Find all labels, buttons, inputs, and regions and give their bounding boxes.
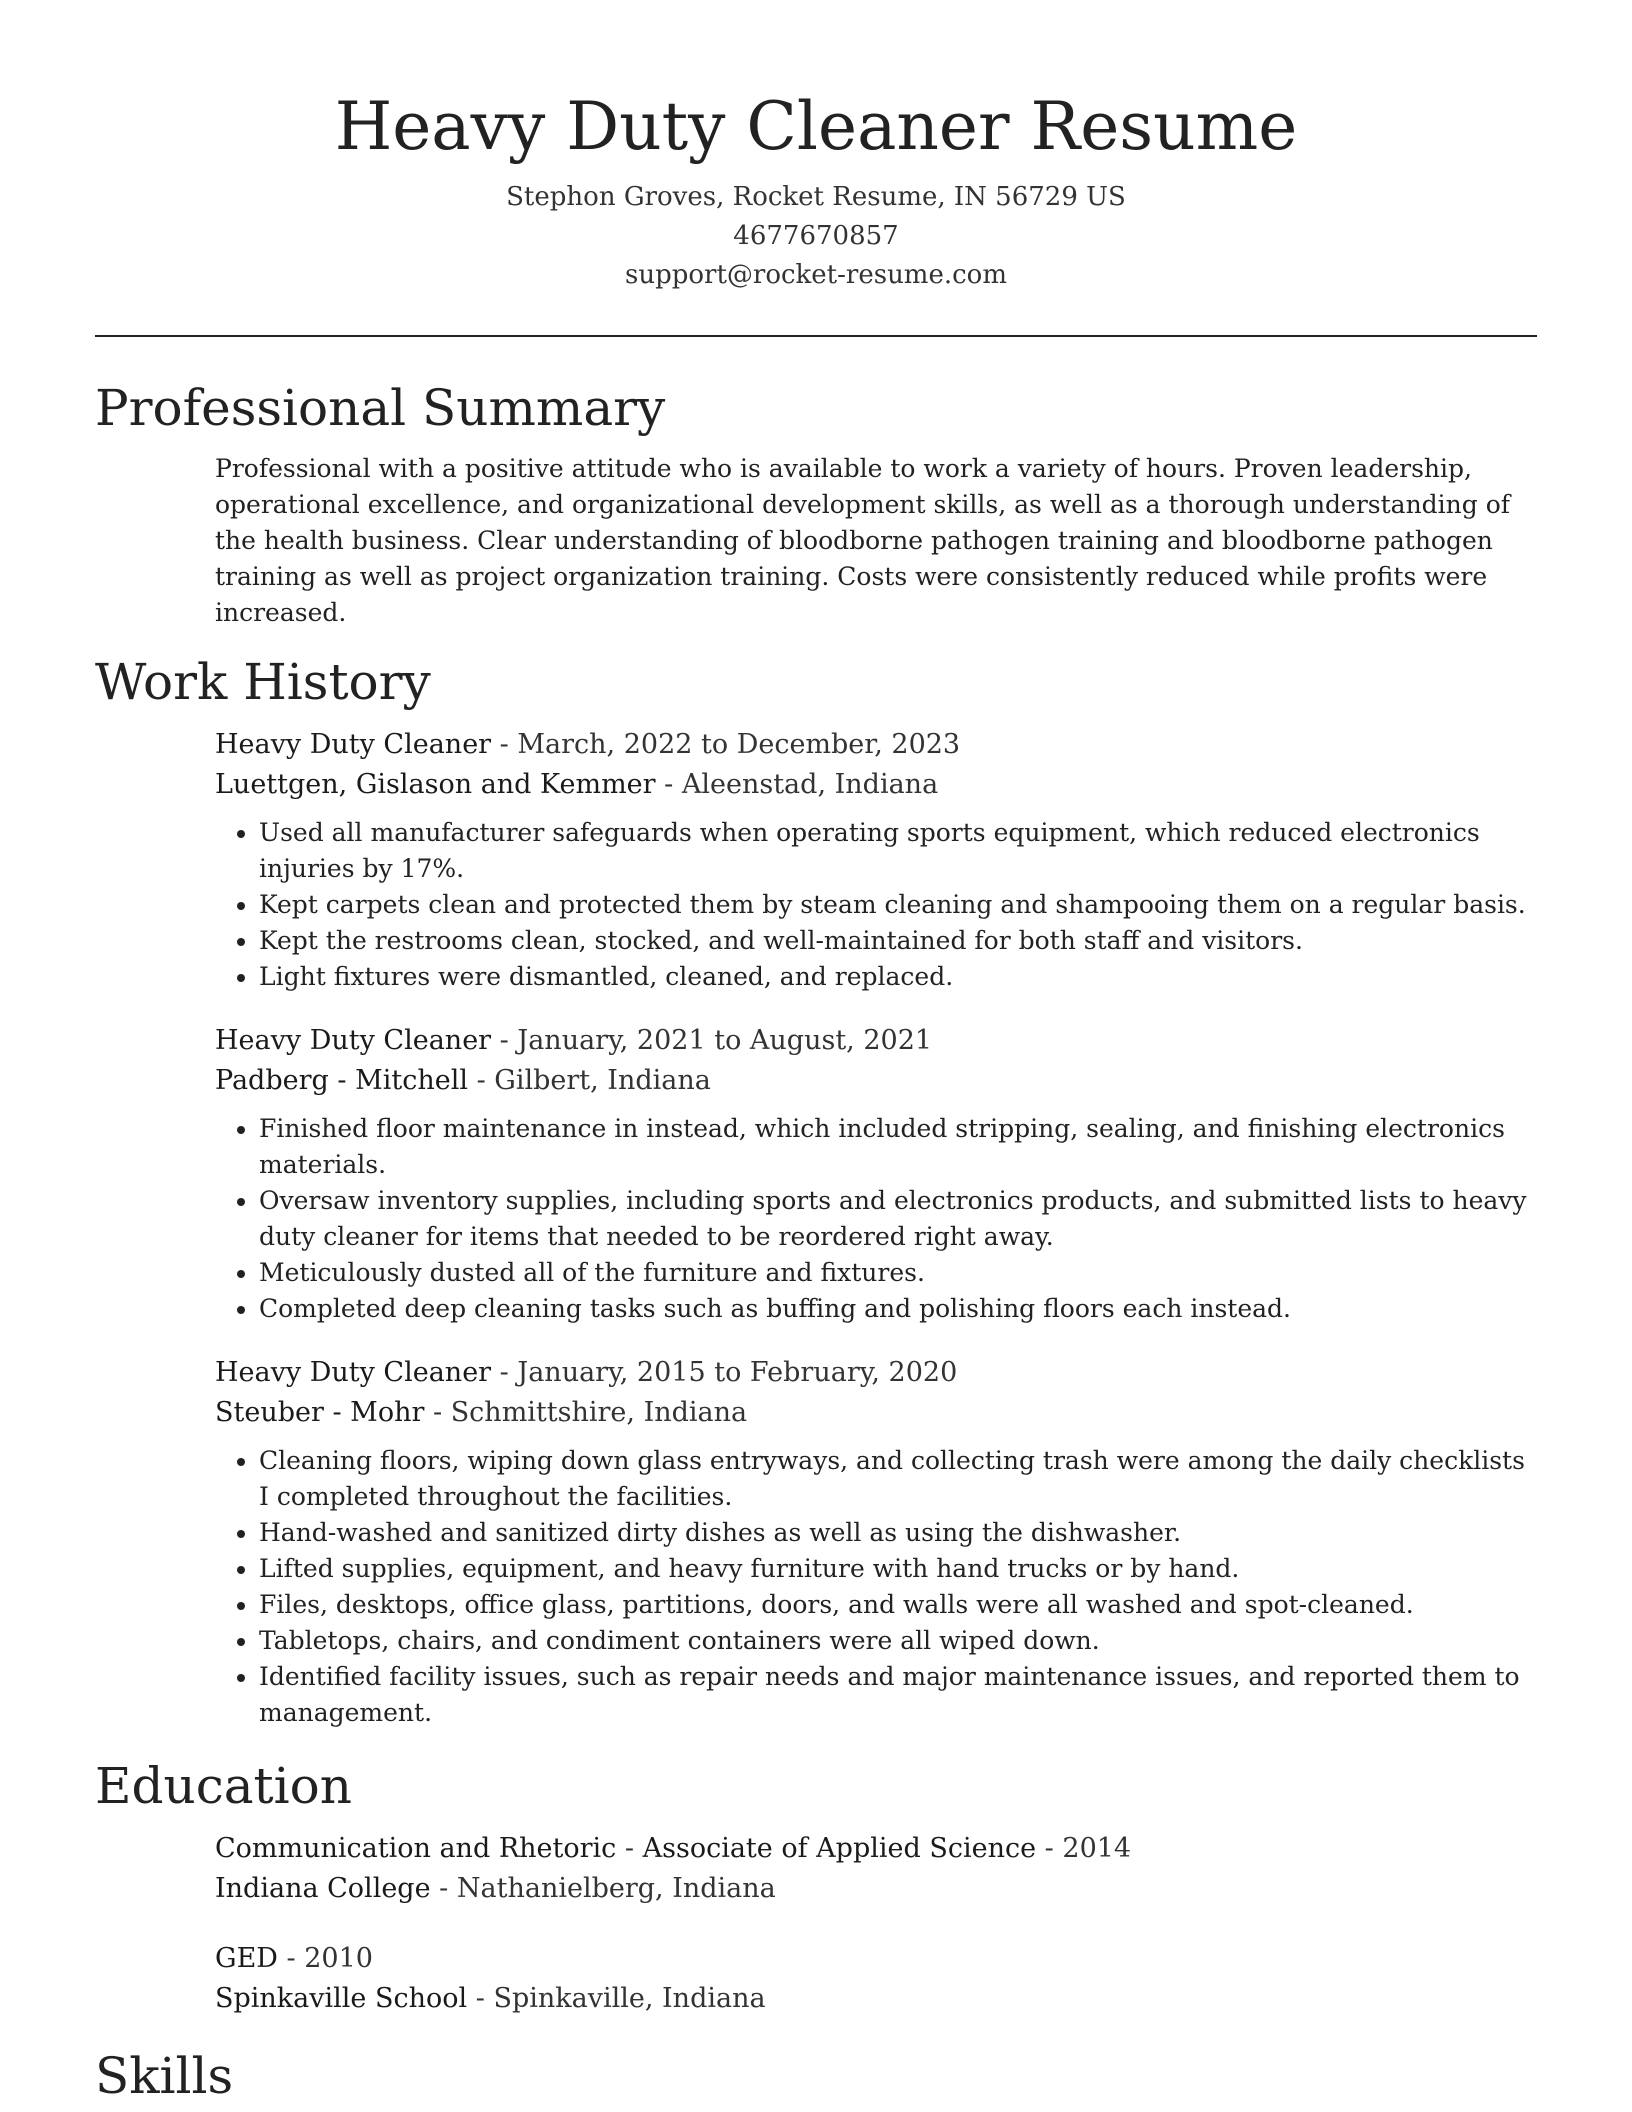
job-bullets xyxy=(215,1443,1537,1731)
education-location: Spinkaville, Indiana xyxy=(493,1983,766,2014)
job-dates: January, 2021 to August, 2021 xyxy=(517,1025,933,1056)
job-dates: January, 2015 to February, 2020 xyxy=(517,1357,958,1388)
job-bullet: • Used all manufacturer safeguards when operating sports equipment, which reduced electronics injuries by 17%. xyxy=(259,815,1537,887)
summary-heading: Professional Summary xyxy=(95,379,666,437)
job-title: Heavy Duty Cleaner xyxy=(215,1025,492,1056)
job-company-line: Luettgen, Gislason and Kemmer - Aleenstad, Indiana xyxy=(215,769,939,800)
job-bullet: • Cleaning floors, wiping down glass entryways, and collecting trash were among the daily checklists I completed throughout the facilities. xyxy=(259,1443,1537,1515)
job-bullet: • Tabletops, chairs, and condiment containers were all wiped down. xyxy=(259,1623,1537,1659)
skills-heading: Skills xyxy=(95,2047,234,2105)
job-bullet: • Finished floor maintenance in instead, which included stripping, sealing, and finishing electronics materials. xyxy=(259,1111,1537,1183)
resume-header xyxy=(95,0,1537,295)
work-history-list xyxy=(215,725,1537,1731)
education-location: Nathanielberg, Indiana xyxy=(456,1873,776,1904)
job-location: Gilbert, Indiana xyxy=(494,1065,711,1096)
resume-page xyxy=(95,0,1537,2107)
education-list xyxy=(215,1829,1537,2019)
job-bullet: • Completed deep cleaning tasks such as buffing and polishing floors each instead. xyxy=(259,1291,1537,1327)
work-history-heading: Work History xyxy=(95,653,431,711)
job-bullet: • Identified facility issues, such as repair needs and major maintenance issues, and reported them to management. xyxy=(259,1659,1537,1731)
job-title: Heavy Duty Cleaner xyxy=(215,729,492,760)
education-degree-line: Communication and Rhetoric - Associate of Applied Science - 2014 xyxy=(215,1833,1132,1864)
education-year: 2010 xyxy=(304,1943,373,1974)
job-bullets xyxy=(215,815,1537,995)
job-bullets xyxy=(215,1111,1537,1327)
job-bullet: • Oversaw inventory supplies, including sports and electronics products, and submitted lists to heavy duty cleaner for items that needed to be reordered right away. xyxy=(259,1183,1537,1255)
header-divider xyxy=(95,335,1537,337)
job-company: Steuber - Mohr xyxy=(215,1397,425,1428)
job-company-line: Padberg - Mitchell - Gilbert, Indiana xyxy=(215,1065,711,1096)
education-school: Spinkaville School xyxy=(215,1983,468,2014)
job-bullet: • Hand-washed and sanitized dirty dishes as well as using the dishwasher. xyxy=(259,1515,1537,1551)
contact-address: Stephon Groves, Rocket Resume, IN 56729 US xyxy=(506,182,1126,212)
education-degree: Associate of Applied Science xyxy=(642,1833,1037,1864)
education-year: 2014 xyxy=(1062,1833,1132,1864)
job-entry xyxy=(215,1021,1537,1327)
job-bullet: • Kept carpets clean and protected them by steam cleaning and shampooing them on a regular basis. xyxy=(259,887,1537,923)
education-entry xyxy=(215,1829,1537,1909)
job-bullet: • Lifted supplies, equipment, and heavy furniture with hand trucks or by hand. xyxy=(259,1551,1537,1587)
job-bullet: • Kept the restrooms clean, stocked, and well-maintained for both staff and visitors. xyxy=(259,923,1537,959)
job-title-line: Heavy Duty Cleaner - January, 2021 to August, 2021 xyxy=(215,1025,933,1056)
job-location: Aleenstad, Indiana xyxy=(681,769,939,800)
job-bullet: • Files, desktops, office glass, partitions, doors, and walls were all washed and spot-cleaned. xyxy=(259,1587,1537,1623)
education-degree-line: GED - 2010 xyxy=(215,1943,373,1974)
education-school-line: Spinkaville School - Spinkaville, Indiana xyxy=(215,1983,766,2014)
summary-text: Professional with a positive attitude who is available to work a variety of hours. Proven leadership, operational excellence, and organizational development skills, as well as a thorough understanding of the health business. Clear understanding of bloodborne pathogen training and bloodborne pathogen training as well as project organization training. Costs were consistently reduced while profits were increased. xyxy=(215,454,1511,627)
education-field: Communication and Rhetoric xyxy=(215,1833,617,1864)
education-school: Indiana College xyxy=(215,1873,431,1904)
job-company: Padberg - Mitchell xyxy=(215,1065,468,1096)
education-field: GED xyxy=(215,1943,278,1974)
contact-email: support@rocket-resume.com xyxy=(624,260,1007,290)
education-heading: Education xyxy=(95,1757,352,1815)
job-bullet: • Meticulously dusted all of the furniture and fixtures. xyxy=(259,1255,1537,1291)
contact-phone: 4677670857 xyxy=(733,221,899,251)
job-bullet: • Light fixtures were dismantled, cleaned, and replaced. xyxy=(259,959,1537,995)
job-company-line: Steuber - Mohr - Schmittshire, Indiana xyxy=(215,1397,748,1428)
education-entry xyxy=(215,1939,1537,2019)
resume-title: Heavy Duty Cleaner Resume xyxy=(334,88,1298,165)
job-entry xyxy=(215,725,1537,995)
job-company: Luettgen, Gislason and Kemmer xyxy=(215,769,656,800)
job-title-line: Heavy Duty Cleaner - January, 2015 to February, 2020 xyxy=(215,1357,958,1388)
contact-block xyxy=(95,178,1537,295)
education-school-line: Indiana College - Nathanielberg, Indiana xyxy=(215,1873,776,1904)
job-title: Heavy Duty Cleaner xyxy=(215,1357,492,1388)
job-location: Schmittshire, Indiana xyxy=(450,1397,748,1428)
job-title-line: Heavy Duty Cleaner - March, 2022 to December, 2023 xyxy=(215,729,961,760)
job-entry xyxy=(215,1353,1537,1731)
job-dates: March, 2022 to December, 2023 xyxy=(517,729,961,760)
